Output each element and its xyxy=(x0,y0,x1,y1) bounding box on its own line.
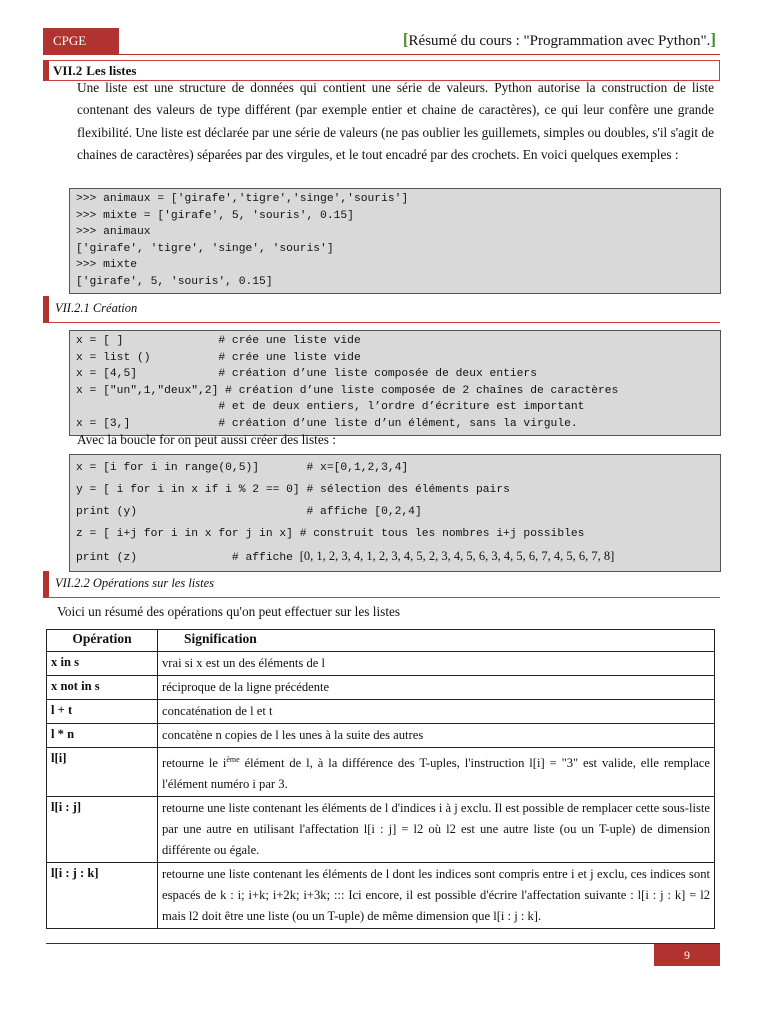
code-line: # et de deux entiers, l’ordre d’écriture est important xyxy=(76,401,585,414)
loop-intro: Avec la boucle for on peut aussi créer des listes : xyxy=(77,432,336,447)
code-line: x = [i for i in range(0,5)] # x=[0,1,2,3,4] xyxy=(76,462,409,474)
operation-cell: x in s xyxy=(47,652,158,676)
code-line: z = [ i+j for i in x for j in x] # construit tous les nombres i+j possibles xyxy=(76,528,585,540)
code-line: >>> animaux = ['girafe','tigre','singe','souris'] xyxy=(76,193,409,205)
operation-cell: l[i : j] xyxy=(47,797,158,863)
signification-cell: concaténation de l et t xyxy=(158,700,715,724)
table-row xyxy=(47,748,715,797)
header-badge: CPGE xyxy=(43,28,119,54)
signification-cell: retourne une liste contenant les éléments de l dont les indices sont compris entre i et j exclu, ces indices sont espacés de k : i; i+k; i+2k; i+3k; ::: Ici encore, il est possible d'écrire l'affectation suivante : l[i : j : k] = l2 mais l2 doit être une liste (ou un T-uple) de même dimension que l[i : j : k]. xyxy=(158,863,715,929)
bracket-close: ] xyxy=(710,30,716,49)
bracket-open: [ xyxy=(402,30,409,49)
header-divider xyxy=(43,54,720,55)
page-number: 9 xyxy=(654,944,720,966)
table-row xyxy=(47,863,715,929)
column-header: Signification xyxy=(158,630,715,652)
operation-cell: l + t xyxy=(47,700,158,724)
code-creation xyxy=(69,330,721,436)
table-row xyxy=(47,676,715,700)
code-examples xyxy=(69,188,721,294)
subsection-operations-title: VII.2.2 Opérations sur les listes xyxy=(55,576,215,590)
signification-cell: réciproque de la ligne précédente xyxy=(158,676,715,700)
code-line: y = [ i for i in x if i % 2 == 0] # sélection des éléments pairs xyxy=(76,484,510,496)
section-paragraph: Une liste est une structure de données qui contient une série de valeurs. Python autorise la construction de liste contenant des valeurs de type différent (par exemple entier et chaine de caractères), ce qui leur confère une grande flexibilité. Une liste est déclarée par une série de valeurs (ne pas oublier les guillemets, simples ou doubles, s'il s'agit de chaines de caractères) séparées par des virgules, et le tout encadré par des crochets. En voici quelques exemples : xyxy=(77,80,714,163)
code-line: x = ["un",1,"deux",2] # création d’une liste composée de 2 chaînes de caractères xyxy=(76,384,619,397)
subsection-creation-heading xyxy=(43,296,720,323)
code-line: ['girafe', 5, 'souris', 0.15] xyxy=(76,275,273,288)
section-title: Les listes xyxy=(86,63,137,78)
operations-table xyxy=(46,629,715,929)
code-line: x = list () # crée une liste vide xyxy=(76,351,361,364)
code-line xyxy=(76,545,714,569)
operations-intro: Voici un résumé des opérations qu'on peut effectuer sur les listes xyxy=(57,604,401,619)
code-line: >>> mixte = ['girafe', 5, 'souris', 0.15] xyxy=(76,209,354,222)
code-prefix: print (z) # affiche xyxy=(76,552,300,564)
code-loop xyxy=(69,454,721,572)
signification-cell: concatène n copies de l les unes à la suite des autres xyxy=(158,724,715,748)
signification-cell: vrai si x est un des éléments de l xyxy=(158,652,715,676)
footer-divider xyxy=(46,943,720,944)
signification-cell xyxy=(158,748,715,797)
code-line: x = [ ] # crée une liste vide xyxy=(76,335,361,347)
course-title-text: Résumé du cours : "Programmation avec Python". xyxy=(408,33,711,49)
table-row xyxy=(47,652,715,676)
operation-cell: l[i] xyxy=(47,748,158,797)
table-header-row xyxy=(47,630,715,652)
code-line: >>> mixte xyxy=(76,259,138,272)
code-line: x = [4,5] # création d’une liste composée de deux entiers xyxy=(76,368,537,381)
table-row xyxy=(47,797,715,863)
code-line: >>> animaux xyxy=(76,226,151,239)
table-row xyxy=(47,700,715,724)
course-title xyxy=(403,29,716,52)
signification-cell: retourne une liste contenant les éléments de l d'indices i à j exclu. Il est possible de remplacer cette sous-liste par une autre en utilisant l'affectation l[i : j] = l2 où l2 est une autre liste (ou un T-uple) de dimension différente ou égale. xyxy=(158,797,715,863)
code-line: print (y) # affiche [0,2,4] xyxy=(76,506,422,518)
column-header: Opération xyxy=(47,630,158,652)
table-row xyxy=(47,724,715,748)
sig-text: retourne le i xyxy=(162,756,227,771)
subsection-creation-title: VII.2.1 Création xyxy=(55,301,138,315)
operation-cell: x not in s xyxy=(47,676,158,700)
code-line: ['girafe', 'tigre', 'singe', 'souris'] xyxy=(76,242,334,255)
code-result: [0, 1, 2, 3, 4, 1, 2, 3, 4, 5, 2, 3, 4, 5, 6, 3, 4, 5, 6, 7, 4, 5, 6, 7, 8] xyxy=(299,549,615,563)
section-number: VII.2 xyxy=(53,63,83,78)
operation-cell: l[i : j : k] xyxy=(47,863,158,929)
subsection-operations-heading xyxy=(43,571,720,598)
code-line: x = [3,] # création d’une liste d’un élément, sans la virgule. xyxy=(76,417,578,430)
sig-text: élément de l, à la différence des T-uples, l'instruction l[i] = "3" est valide, elle remplace l'élément numéro i par 3. xyxy=(162,756,710,792)
sig-superscript: ème xyxy=(226,755,240,764)
operation-cell: l * n xyxy=(47,724,158,748)
